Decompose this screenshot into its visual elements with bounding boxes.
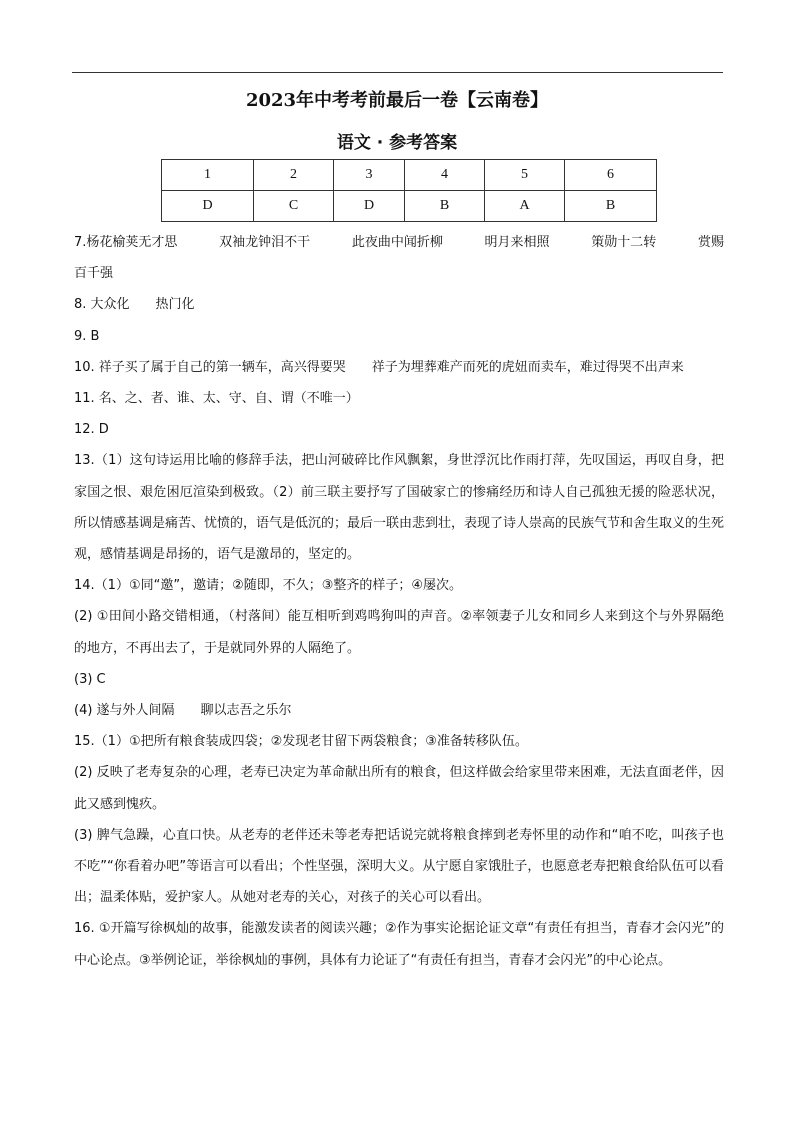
answer-table-answer-row [162, 191, 657, 222]
page-subtitle: 语文 · 参考答案 [336, 133, 458, 153]
q7-item: 赏赐 [697, 235, 724, 250]
q7-item: 7.杨花榆荚无才思 [74, 235, 178, 250]
answer-q10: 10. 祥子买了属于自己的第一辆车，高兴得要哭 祥子为埋葬难产而死的虎妞而卖车，难过得哭不出声来 [74, 359, 684, 375]
answer-q14-3: (3) C [74, 671, 106, 687]
header-rule [72, 72, 723, 73]
table-cell: 5 [485, 160, 565, 191]
q7-item: 此夜曲中闻折柳 [351, 235, 443, 250]
answer-q15-2: (2) 反映了老寿复杂的心理，老寿已决定为革命献出所有的粮食，但这样做会给家里带来困难，无法直面老伴，因此又感到愧疚。 [74, 765, 724, 812]
table-cell: B [405, 191, 485, 222]
answer-q13: 13.（1）这句诗运用比喻的修辞手法，把山河破碎比作风飘絮，身世浮沉比作雨打萍，先叹国运，再叹自身，把家国之恨、艰危困厄渲染到极致。（2）前三联主要抒写了国破家亡的惨痛经历和诗人自己孤独无援的险恶状况，所以情感基调是痛苦、忧愤的，语气是低沉的；最后一联由悲到壮，表现了诗人崇高的民族气节和舍生取义的生死观，感情基调是昂扬的，语气是激昂的，坚定的。 [74, 453, 725, 563]
answer-q14-2: (2) ①田间小路交错相通，（村落间）能互相听到鸡鸣狗叫的声音。②率领妻子儿女和同乡人来到这个与外界隔绝的地方，不再出去了，于是就同外界的人隔绝了。 [74, 609, 724, 656]
answer-table-number-row [162, 160, 657, 191]
table-cell: 3 [334, 160, 405, 191]
table-cell: 1 [162, 160, 254, 191]
answer-q12: 12. D [74, 422, 109, 438]
table-cell: 6 [565, 160, 657, 191]
q7-item: 策勋十二转 [591, 235, 657, 250]
answer-q16: 16. ①开篇写徐枫灿的故事，能激发读者的阅读兴趣；②作为事实论据论证文章“有责任有担当，青春才会闪光”的中心论点。③举例论证，举徐枫灿的事例，具体有力论证了“有责任有担当，青春才会闪光”的中心论点。 [74, 921, 724, 968]
table-cell: 4 [405, 160, 485, 191]
q7-item: 双袖龙钟泪不干 [219, 235, 311, 250]
table-cell: D [334, 191, 405, 222]
q7-item: 明月来相照 [484, 235, 550, 250]
answer-q15-1: 15.（1）①把所有粮食装成四袋；②发现老甘留下两袋粮食；③准备转移队伍。 [74, 734, 528, 750]
answer-q14-4: (4) 遂与外人间隔 聊以志吾之乐尔 [74, 703, 292, 719]
answer-q7-cont: 百千强 [74, 266, 114, 282]
answer-q14-1: 14.（1）①同“邀”，邀请；②随即，不久；③整齐的样子；④屡次。 [74, 578, 463, 594]
answer-body [74, 227, 724, 976]
table-cell: D [162, 191, 254, 222]
table-cell: 2 [254, 160, 334, 191]
page-title: 2023年中考考前最后一卷【云南卷】 [245, 90, 549, 111]
answer-table [161, 159, 657, 222]
answer-q15-3: (3) 脾气急躁，心直口快。从老寿的老伴还未等老寿把话说完就将粮食摔到老寿怀里的动作和“咱不吃，叫孩子也不吃”“你看着办吧”等语言可以看出；个性坚强，深明大义。从宁愿自家饿肚子，也愿意老寿把粮食给队伍可以看出；温柔体贴，爱护家人。从她对老寿的关心，对孩子的关心可以看出。 [74, 827, 724, 906]
answer-q8: 8. 大众化 热门化 [74, 297, 195, 313]
answer-q9: 9. B [74, 328, 100, 344]
table-cell: B [565, 191, 657, 222]
table-cell: C [254, 191, 334, 222]
table-cell: A [485, 191, 565, 222]
answer-q7 [74, 227, 724, 258]
answer-q11: 11. 名、之、者、谁、太、守、自、谓（不唯一） [74, 391, 359, 407]
